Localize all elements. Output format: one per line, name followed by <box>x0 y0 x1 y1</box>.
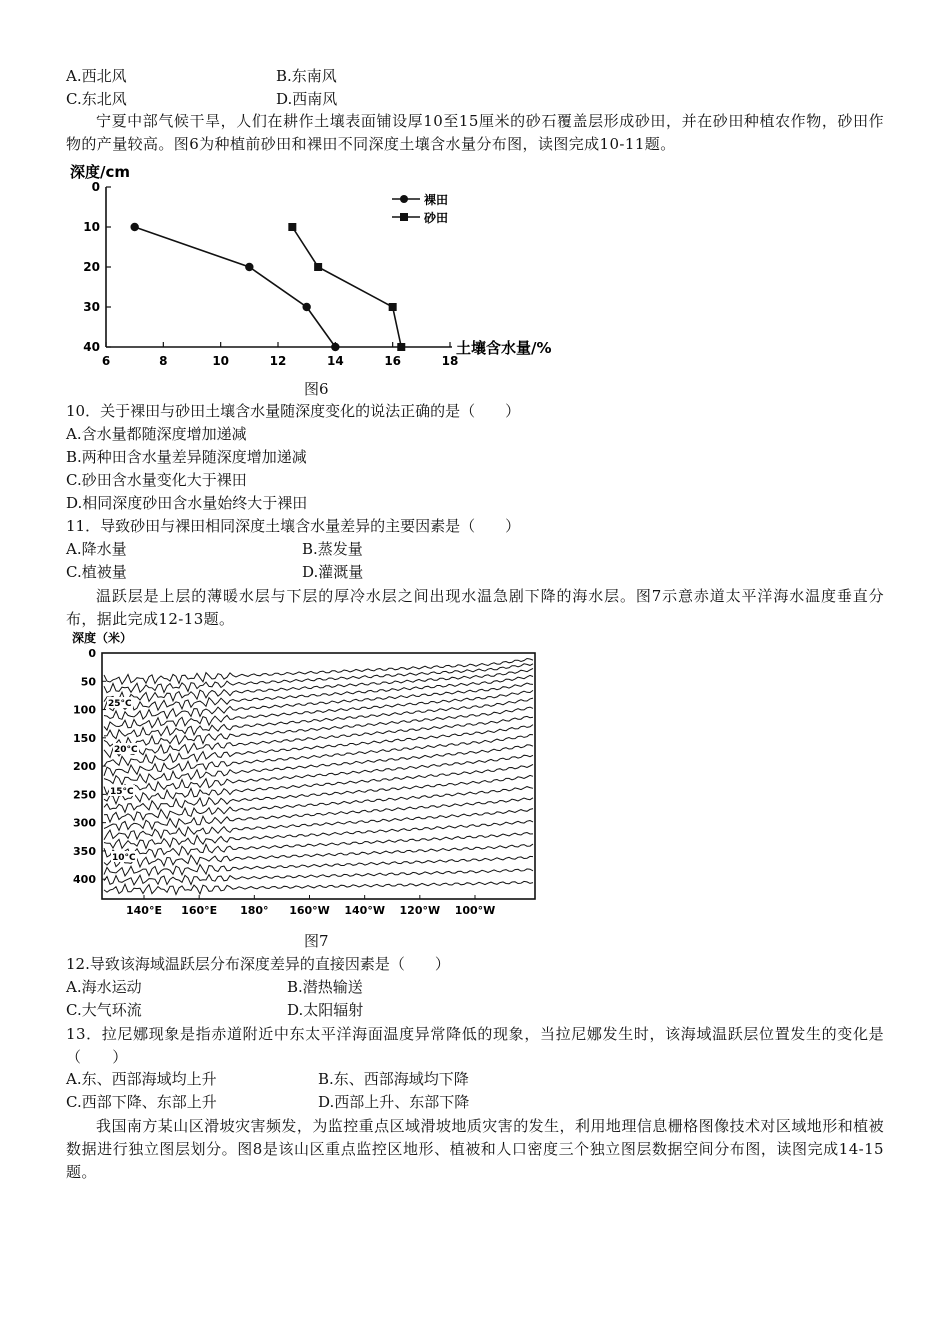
q9-option-d: D.西南风 <box>276 90 338 108</box>
fig6-y-tick-label: 20 <box>83 260 100 274</box>
fig6-point <box>389 303 397 311</box>
fig7-isotherm <box>104 735 533 776</box>
fig7-isotherm <box>104 707 533 747</box>
q11-option-b: B.蒸发量 <box>302 540 363 558</box>
fig7-y-tick-label: 0 <box>88 647 96 660</box>
fig7-x-tick-label: 160°W <box>289 904 330 917</box>
fig7-isotherm <box>104 755 533 795</box>
fig6-series-line-0 <box>135 227 336 347</box>
fig7-isotherm <box>104 844 533 867</box>
fig6-y-tick-label: 10 <box>83 220 100 234</box>
fig6-ylabel: 深度/cm <box>70 163 131 181</box>
q13-option-a: A.东、西部海域均上升 <box>66 1070 217 1088</box>
fig6-point <box>245 263 253 271</box>
fig6-point <box>130 223 138 231</box>
q9-option-a: A.西北风 <box>66 67 127 85</box>
q10-option-b: B.两种田含水量差异随深度增加递减 <box>66 448 307 466</box>
fig7-isotherm <box>104 716 533 757</box>
fig6-x-tick-label: 18 <box>441 354 459 368</box>
q12-option-c: C.大气环流 <box>66 1001 142 1019</box>
fig6-point <box>302 303 310 311</box>
fig6-x-tick-label: 16 <box>384 354 402 368</box>
q13-option-c: C.西部下降、东部上升 <box>66 1093 217 1111</box>
fig6-x-tick-label: 8 <box>159 354 168 368</box>
fig7-isotherm <box>104 764 533 803</box>
fig7-y-tick-label: 350 <box>73 844 96 858</box>
fig7-isotherm <box>104 683 533 719</box>
fig7-x-tick-label: 120°W <box>399 904 441 917</box>
fig6-chart <box>62 157 582 372</box>
fig7-isotherm-label: 10°C <box>112 853 136 863</box>
fig6-legend-marker <box>400 195 408 203</box>
q10-option-c: C.砂田含水量变化大于裸田 <box>66 471 247 489</box>
fig7-y-tick-label: 200 <box>73 760 96 774</box>
fig6-caption: 图6 <box>304 380 329 398</box>
fig6-legend-marker <box>400 213 408 221</box>
fig6-y-tick-label: 0 <box>91 180 100 194</box>
fig7-isotherm <box>104 856 533 876</box>
fig7-ylabel: 深度（米） <box>72 631 133 645</box>
fig7-isotherm <box>104 881 533 894</box>
fig6-legend-label: 砂田 <box>424 211 449 225</box>
q9-option-c: C.东北风 <box>66 90 127 108</box>
fig7-y-tick-label: 100 <box>73 703 96 717</box>
fig7-y-tick-label: 250 <box>73 788 96 802</box>
fig7-x-tick-label: 140°E <box>126 904 162 917</box>
q11-option-d: D.灌溉量 <box>302 563 364 581</box>
q12-option-d: D.太阳辐射 <box>287 1001 364 1019</box>
fig6-point <box>288 223 296 231</box>
q12-option-a: A.海水运动 <box>66 978 142 996</box>
fig7-isotherm-label: 15°C <box>110 787 134 797</box>
fig7-y-tick-label: 400 <box>73 873 96 887</box>
fig7-isotherm-label: 25°C <box>108 699 132 709</box>
fig6-x-tick-label: 12 <box>269 354 287 368</box>
fig7-x-tick-label: 180° <box>240 904 269 917</box>
q13-stem: 13．拉尼娜现象是指赤道附近中东太平洋海面温度异常降低的现象，当拉尼娜发生时，该海域温跃层位置发生的变化是（ ） <box>66 1025 884 1066</box>
q11-stem: 11．导致砂田与裸田相同深度土壤含水量差异的主要因素是（ ） <box>66 517 521 535</box>
fig6-legend-label: 裸田 <box>424 193 449 207</box>
fig6-xlabel: 土壤含水量/% <box>456 339 552 357</box>
fig6-point <box>397 343 405 351</box>
intro-14-15: 我国南方某山区滑坡灾害频发，为监控重点区域滑坡地质灾害的发生，利用地理信息栅格图像技术对区域地形和植被数据进行独立图层划分。图8是该山区重点监控区地形、植被和人口密度三个独立图层数据空间分布图，读图完成14-15题。 <box>66 1117 884 1181</box>
fig6-y-tick-label: 40 <box>83 340 100 354</box>
q13-option-b: B.东、西部海域均下降 <box>318 1070 469 1088</box>
q13-option-d: D.西部上升、东部下降 <box>318 1093 470 1111</box>
q10-option-a: A.含水量都随深度增加递减 <box>66 425 247 443</box>
fig7-x-tick-label: 140°W <box>344 904 385 917</box>
fig6-x-tick-label: 10 <box>212 354 230 368</box>
q12-stem: 12.导致该海域温跃层分布深度差异的直接因素是（ ） <box>66 955 450 973</box>
fig7-isotherm <box>104 775 533 812</box>
fig7-isotherm <box>104 659 533 685</box>
fig7-isotherm <box>104 745 533 785</box>
q9-option-b: B.东南风 <box>276 67 337 85</box>
fig6-y-tick-label: 30 <box>83 300 100 314</box>
fig6-point <box>314 263 322 271</box>
intro-10-11: 宁夏中部气候干旱，人们在耕作土壤表面铺设厚10至15厘米的砂石覆盖层形成砂田，并在砂田种植农作物，砂田作物的产量较高。图6为种植前砂田和裸田不同深度土壤含水量分布图，读图完成10-11题。 <box>66 112 884 153</box>
q11-option-c: C.植被量 <box>66 563 127 581</box>
fig7-y-tick-label: 50 <box>80 675 96 689</box>
q12-option-b: B.潜热输送 <box>287 978 363 996</box>
q11-option-a: A.降水量 <box>66 540 127 558</box>
fig7-isotherm-label: 20°C <box>114 745 138 755</box>
fig7-caption: 图7 <box>304 932 329 950</box>
fig6-series-line-1 <box>292 227 401 347</box>
q10-stem: 10．关于裸田与砂田土壤含水量随深度变化的说法正确的是（ ） <box>66 402 521 420</box>
fig6-x-tick-label: 6 <box>101 354 111 368</box>
fig7-x-tick-label: 160°E <box>181 904 218 917</box>
fig7-y-tick-label: 300 <box>73 816 96 830</box>
q10-option-d: D.相同深度砂田含水量始终大于裸田 <box>66 494 308 512</box>
fig7-x-tick-label: 100°W <box>454 904 496 917</box>
fig7-isotherm <box>104 698 533 739</box>
fig6-x-tick-label: 14 <box>326 354 344 368</box>
fig6-point <box>331 343 339 351</box>
intro-12-13: 温跃层是上层的薄暖水层与下层的厚冷水层之间出现水温急剧下降的海水层。图7示意赤道太平洋海水温度垂直分布，据此完成12-13题。 <box>66 587 884 628</box>
fig7-chart <box>62 628 542 923</box>
fig7-y-tick-label: 150 <box>73 731 96 745</box>
